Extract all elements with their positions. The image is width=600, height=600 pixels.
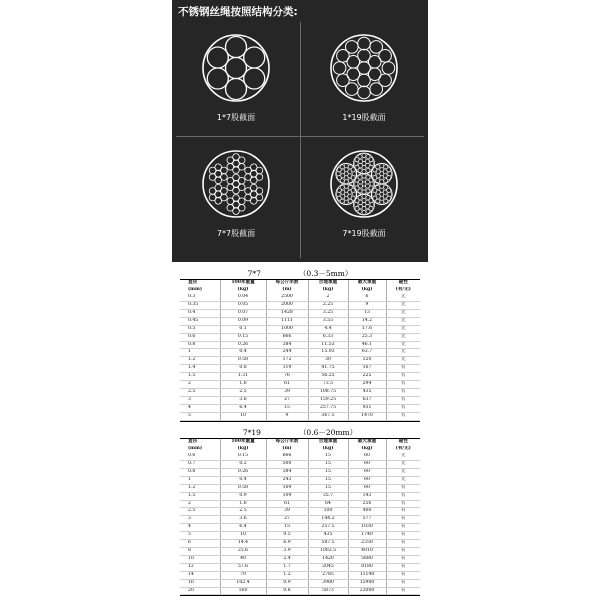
table-row <box>180 341 420 349</box>
header-rated-load: 合理承重 <box>308 439 348 446</box>
table-title <box>180 427 420 438</box>
table-header-row <box>180 439 420 446</box>
cell-max-load: 2350 <box>348 540 386 548</box>
table-row <box>180 508 420 516</box>
cell-weight-100m: 25.6 <box>220 547 266 555</box>
table-row <box>180 532 420 540</box>
cell-max-load: 1030 <box>348 524 386 532</box>
cell-diameter: 0.3 <box>180 294 220 301</box>
cell-weight-100m: 0.07 <box>220 309 266 317</box>
cell-rated-load: 3980 <box>308 579 348 587</box>
cell-magnetic: 无 <box>386 302 420 310</box>
cell-diameter: 3 <box>180 516 220 524</box>
cell-rated-load: 4.4 <box>308 325 348 333</box>
cell-max-load: 256 <box>348 500 386 508</box>
cell-rated-load: 367.5 <box>308 412 348 420</box>
cell-meters-per-kg: 3.9 <box>266 547 308 555</box>
cell-magnetic: 无 <box>386 333 420 341</box>
cell-diameter: 0.4 <box>180 309 220 317</box>
cell-rated-load: 35.7 <box>308 492 348 500</box>
table-row <box>180 516 420 524</box>
cell-diameter: 1.5 <box>180 373 220 381</box>
cell-max-load: 1470 <box>348 412 386 420</box>
header-magnetic: 磁性 <box>386 439 420 446</box>
cell-rated-load: 1420 <box>308 555 348 563</box>
cell-rated-load: 15 <box>308 461 348 469</box>
cell-meters-per-kg: 0.6 <box>266 587 308 595</box>
cell-meters-per-kg: 1.2 <box>266 571 308 579</box>
table-row <box>180 579 420 587</box>
grid-divider-horizontal <box>176 136 424 137</box>
table-row <box>180 325 420 333</box>
table-title-range: （0.3－5mm） <box>298 269 353 278</box>
unit-magnetic: (有/无) <box>386 287 420 294</box>
spec-table-7x19 <box>180 427 420 596</box>
table-row <box>180 476 420 484</box>
cell-max-load: 63.7 <box>348 349 386 357</box>
cell-weight-100m: 6.4 <box>220 404 266 412</box>
table-row <box>180 302 420 310</box>
unit-weight: (kg) <box>220 446 266 453</box>
table-row <box>180 547 420 555</box>
cell-rated-load: 3.25 <box>308 309 348 317</box>
table-row <box>180 349 420 357</box>
table-header-row <box>180 280 420 287</box>
unit-max-load: (kg) <box>348 446 386 453</box>
cell-meters-per-kg: 500 <box>266 461 308 469</box>
cell-magnetic: 有 <box>386 587 420 595</box>
cell-meters-per-kg: 1111 <box>266 317 308 325</box>
cell-magnetic: 无 <box>386 453 420 460</box>
cell-meters-per-kg: 27 <box>266 516 308 524</box>
cell-meters-per-kg: 61 <box>266 500 308 508</box>
cell-rated-load: 64 <box>308 500 348 508</box>
cell-weight-100m: 1.6 <box>220 381 266 389</box>
table-row <box>180 388 420 396</box>
cell-meters-per-kg: 666 <box>266 453 308 460</box>
cell-max-load: 435 <box>348 388 386 396</box>
cell-max-load: 120 <box>348 357 386 365</box>
table-row <box>180 468 420 476</box>
cell-rated-load: 257.75 <box>308 404 348 412</box>
cell-max-load: 225 <box>348 373 386 381</box>
cell-magnetic: 有 <box>386 563 420 571</box>
cell-rated-load: 587.5 <box>308 540 348 548</box>
cell-max-load: 1740 <box>348 532 386 540</box>
cell-max-load: 931 <box>348 404 386 412</box>
table-row <box>180 294 420 301</box>
cell-rated-load: 257.5 <box>308 524 348 532</box>
cell-max-load: 13 <box>348 309 386 317</box>
cell-max-load: 46.1 <box>348 341 386 349</box>
cell-weight-100m: 3.6 <box>220 396 266 404</box>
cell-meters-per-kg: 15 <box>266 524 308 532</box>
cell-weight-100m: 0.4 <box>220 476 266 484</box>
cell-weight-100m: 40 <box>220 555 266 563</box>
table-row <box>180 587 420 595</box>
cell-weight-100m: 14.4 <box>220 540 266 548</box>
cell-max-load: 143 <box>348 492 386 500</box>
cell-weight-100m: 0.15 <box>220 333 266 341</box>
grid-divider-vertical <box>300 22 301 258</box>
cell-rated-load: 73.5 <box>308 381 348 389</box>
cell-diameter: 6 <box>180 540 220 548</box>
cell-meters-per-kg: 119 <box>266 365 308 373</box>
cell-rated-load: 108.75 <box>308 388 348 396</box>
cell-meters-per-kg: 384 <box>266 341 308 349</box>
cell-rated-load: 41.75 <box>308 365 348 373</box>
table-row <box>180 373 420 381</box>
cell-rated-load: 5873 <box>308 587 348 595</box>
cell-diameter: 2.5 <box>180 388 220 396</box>
table-row <box>180 412 420 420</box>
cell-weight-100m: 160 <box>220 587 266 595</box>
cell-max-load: 400 <box>348 508 386 516</box>
caption-7x7: 7*7股截面 <box>216 229 256 238</box>
cell-weight-100m: 102.4 <box>220 579 266 587</box>
cell-diameter: 8 <box>180 547 220 555</box>
cell-weight-100m: 79 <box>220 571 266 579</box>
cell-magnetic: 无 <box>386 461 420 469</box>
cell-max-load: 60 <box>348 468 386 476</box>
cell-max-load: 60 <box>348 461 386 469</box>
unit-rated-load: (kg) <box>308 287 348 294</box>
cell-magnetic: 无 <box>386 309 420 317</box>
cell-diameter: 4 <box>180 404 220 412</box>
cell-magnetic: 有 <box>386 532 420 540</box>
cell-max-load: 23000 <box>348 587 386 595</box>
cell-magnetic: 有 <box>386 388 420 396</box>
cell-rated-load: 15 <box>308 453 348 460</box>
cell-magnetic: 有 <box>386 571 420 579</box>
cell-magnetic: 无 <box>386 468 420 476</box>
spec-table-7x7 <box>180 268 420 421</box>
cell-meters-per-kg: 666 <box>266 333 308 341</box>
cell-max-load: 167 <box>348 365 386 373</box>
cell-diameter: 0.8 <box>180 468 220 476</box>
cell-meters-per-kg: 0.9 <box>266 579 308 587</box>
cell-magnetic: 无 <box>386 349 420 357</box>
cell-weight-100m: 0.8 <box>220 365 266 373</box>
table-title-structure: 7*19 <box>242 428 261 437</box>
cross-section-1x7 <box>200 32 272 104</box>
cell-magnetic: 有 <box>386 500 420 508</box>
cross-section-1x19 <box>328 32 400 104</box>
table-title <box>180 268 420 279</box>
table-row <box>180 540 420 548</box>
cell-weight-100m: 0.58 <box>220 357 266 365</box>
cell-magnetic: 无 <box>386 294 420 301</box>
cell-meters-per-kg: 76 <box>266 373 308 381</box>
cell-meters-per-kg: 61 <box>266 381 308 389</box>
cell-magnetic: 有 <box>386 547 420 555</box>
cell-max-load: 11140 <box>348 571 386 579</box>
cell-max-load: 4010 <box>348 547 386 555</box>
cell-weight-100m: 3.6 <box>220 516 266 524</box>
cell-weight-100m: 0.1 <box>220 325 266 333</box>
cell-magnetic: 无 <box>386 476 420 484</box>
unit-diameter: (mm) <box>188 287 203 293</box>
header-meters-per-kg: 每公斤米数 <box>266 280 308 287</box>
spec-table <box>180 280 420 420</box>
cell-rated-load: 15 <box>308 468 348 476</box>
cell-1x7 <box>176 24 296 136</box>
cell-max-load: 5680 <box>348 555 386 563</box>
table-bottom-rule <box>180 421 420 422</box>
cell-weight-100m: 10 <box>220 532 266 540</box>
cell-meters-per-kg: 109 <box>266 492 308 500</box>
table-bottom-rule <box>180 595 420 596</box>
caption-7x19: 7*19股截面 <box>342 229 386 238</box>
cell-weight-100m: 0.05 <box>220 302 266 310</box>
cell-diameter: 12 <box>180 563 220 571</box>
cell-magnetic: 有 <box>386 524 420 532</box>
cell-diameter: 1 <box>180 349 220 357</box>
cell-rated-load: 159.25 <box>308 396 348 404</box>
cell-max-load: 577 <box>348 516 386 524</box>
cell-rated-load: 6.33 <box>308 333 348 341</box>
cell-weight-100m: 1.6 <box>220 500 266 508</box>
cell-weight-100m: 0.9 <box>220 492 266 500</box>
cell-meters-per-kg: 1000 <box>266 325 308 333</box>
cell-max-load: 294 <box>348 381 386 389</box>
cell-magnetic: 无 <box>386 357 420 365</box>
cell-meters-per-kg: 39 <box>266 508 308 516</box>
table-row <box>180 309 420 317</box>
cell-magnetic: 有 <box>386 540 420 548</box>
cell-meters-per-kg: 39 <box>266 388 308 396</box>
cell-diameter: 1 <box>180 476 220 484</box>
cell-diameter: 14 <box>180 571 220 579</box>
cell-diameter: 1.5 <box>180 492 220 500</box>
cell-magnetic: 有 <box>386 492 420 500</box>
spec-table <box>180 439 420 595</box>
table-body <box>180 439 420 595</box>
cell-diameter: 4 <box>180 524 220 532</box>
cell-max-load: 14.2 <box>348 317 386 325</box>
cell-diameter: 16 <box>180 579 220 587</box>
cell-weight-100m: 0.26 <box>220 468 266 476</box>
cell-diameter: 0.8 <box>180 341 220 349</box>
cell-diameter: 10 <box>180 555 220 563</box>
unit-magnetic: (有/无) <box>386 446 420 453</box>
cell-meters-per-kg: 6.9 <box>266 540 308 548</box>
cell-diameter: 0.6 <box>180 453 220 460</box>
table-row <box>180 396 420 404</box>
unit-weight: (kg) <box>220 287 266 294</box>
table-units-row <box>180 446 420 453</box>
cell-diameter: 0.6 <box>180 333 220 341</box>
cell-rated-load: 144.2 <box>308 516 348 524</box>
cell-max-load: 8180 <box>348 563 386 571</box>
cell-rated-load: 2785 <box>308 571 348 579</box>
structure-panel <box>172 0 428 262</box>
table-row <box>180 381 420 389</box>
cell-max-load: 9 <box>348 302 386 310</box>
table-row <box>180 524 420 532</box>
cell-diameter: 1.2 <box>180 484 220 492</box>
cell-rated-load: 3.55 <box>308 317 348 325</box>
table-row <box>180 404 420 412</box>
cell-magnetic: 有 <box>386 365 420 373</box>
header-meters-per-kg: 每公斤米数 <box>266 439 308 446</box>
header-rated-load: 合理承重 <box>308 280 348 287</box>
cell-weight-100m: 0.15 <box>220 453 266 460</box>
cell-rated-load: 100 <box>308 508 348 516</box>
cell-diameter: 3 <box>180 396 220 404</box>
table-row <box>180 484 420 492</box>
unit-meters: (m) <box>266 287 308 294</box>
header-weight-100m: 100米重量 <box>220 280 266 287</box>
cell-magnetic: 有 <box>386 579 420 587</box>
cell-max-load: 17.6 <box>348 325 386 333</box>
cell-max-load: 15900 <box>348 579 386 587</box>
table-units-row <box>180 287 420 294</box>
cell-magnetic: 无 <box>386 341 420 349</box>
table-title-structure: 7*7 <box>247 269 261 278</box>
cell-diameter: 2 <box>180 500 220 508</box>
cell-magnetic: 有 <box>386 412 420 420</box>
cell-magnetic: 有 <box>386 396 420 404</box>
table-body <box>180 280 420 420</box>
table-row <box>180 317 420 325</box>
cell-weight-100m: 10 <box>220 412 266 420</box>
header-max-load: 最大承重 <box>348 280 386 287</box>
cell-max-load: 60 <box>348 476 386 484</box>
table-row <box>180 500 420 508</box>
cell-meters-per-kg: 9 <box>266 412 308 420</box>
cell-magnetic: 有 <box>386 381 420 389</box>
cell-max-load: 6 <box>348 294 386 301</box>
caption-1x7: 1*7股截面 <box>216 113 256 122</box>
unit-diameter: (mm) <box>188 446 203 452</box>
cell-diameter: 5 <box>180 532 220 540</box>
cell-rated-load: 435 <box>308 532 348 540</box>
cell-rated-load: 15 <box>308 484 348 492</box>
cell-meters-per-kg: 1428 <box>266 309 308 317</box>
panel-title: 不锈钢丝绳按照结构分类: <box>178 6 298 18</box>
cell-meters-per-kg: 1.7 <box>266 563 308 571</box>
table-title-range: （0.6－20mm） <box>298 428 358 437</box>
cell-diameter: 2.5 <box>180 508 220 516</box>
table-row <box>180 453 420 460</box>
cell-meters-per-kg: 9.5 <box>266 532 308 540</box>
cell-rated-load: 2045 <box>308 563 348 571</box>
header-max-load: 最大承重 <box>348 439 386 446</box>
cell-weight-100m: 0.2 <box>220 461 266 469</box>
cell-rated-load: 15 <box>308 476 348 484</box>
cell-magnetic: 有 <box>386 404 420 412</box>
header-weight-100m: 100米重量 <box>220 439 266 446</box>
caption-1x19: 1*19股截面 <box>342 113 386 122</box>
cell-magnetic: 有 <box>386 484 420 492</box>
cell-rated-load: 15.93 <box>308 349 348 357</box>
header-diameter: 直径 <box>188 280 198 286</box>
cell-max-load: 25.3 <box>348 333 386 341</box>
cell-max-load: 60 <box>348 453 386 460</box>
cell-meters-per-kg: 172 <box>266 357 308 365</box>
cell-weight-100m: 57.6 <box>220 563 266 571</box>
cell-rated-load: 30 <box>308 357 348 365</box>
cell-weight-100m: 0.04 <box>220 294 266 301</box>
cell-meters-per-kg: 244 <box>266 349 308 357</box>
cell-meters-per-kg: 2000 <box>266 302 308 310</box>
cell-magnetic: 有 <box>386 555 420 563</box>
cell-7x19 <box>304 140 424 252</box>
cell-rated-load: 2.25 <box>308 302 348 310</box>
cell-weight-100m: 2.5 <box>220 508 266 516</box>
header-magnetic: 磁性 <box>386 280 420 287</box>
table-row <box>180 492 420 500</box>
cell-weight-100m: 0.09 <box>220 317 266 325</box>
cell-1x19 <box>304 24 424 136</box>
cell-rated-load: 56.25 <box>308 373 348 381</box>
cross-section-7x19 <box>328 148 400 220</box>
cell-diameter: 0.5 <box>180 325 220 333</box>
cell-magnetic: 有 <box>386 508 420 516</box>
cell-meters-per-kg: 27 <box>266 396 308 404</box>
cell-meters-per-kg: 243 <box>266 476 308 484</box>
table-row <box>180 365 420 373</box>
cell-diameter: 0.35 <box>180 302 220 310</box>
unit-meters: (m) <box>266 446 308 453</box>
cell-diameter: 5 <box>180 412 220 420</box>
cross-section-7x7 <box>200 148 272 220</box>
table-row <box>180 571 420 579</box>
cell-diameter: 0.45 <box>180 317 220 325</box>
cell-diameter: 1.2 <box>180 357 220 365</box>
cell-diameter: 20 <box>180 587 220 595</box>
table-row <box>180 357 420 365</box>
table-row <box>180 555 420 563</box>
cell-weight-100m: 6.4 <box>220 524 266 532</box>
cell-weight-100m: 0.58 <box>220 484 266 492</box>
cell-7x7 <box>176 140 296 252</box>
cell-meters-per-kg: 384 <box>266 468 308 476</box>
table-row <box>180 461 420 469</box>
unit-rated-load: (kg) <box>308 446 348 453</box>
cell-meters-per-kg: 15 <box>266 404 308 412</box>
cell-meters-per-kg: 169 <box>266 484 308 492</box>
table-row <box>180 563 420 571</box>
cell-weight-100m: 0.4 <box>220 349 266 357</box>
unit-max-load: (kg) <box>348 287 386 294</box>
cell-rated-load: 11.53 <box>308 341 348 349</box>
cell-diameter: 2 <box>180 381 220 389</box>
cell-meters-per-kg: 2.4 <box>266 555 308 563</box>
cell-diameter: 0.7 <box>180 461 220 469</box>
table-row <box>180 333 420 341</box>
cell-weight-100m: 0.26 <box>220 341 266 349</box>
cell-magnetic: 有 <box>386 516 420 524</box>
cell-weight-100m: 1.31 <box>220 373 266 381</box>
cell-meters-per-kg: 2500 <box>266 294 308 301</box>
header-diameter: 直径 <box>188 439 198 445</box>
cell-magnetic: 有 <box>386 373 420 381</box>
cell-diameter: 1.4 <box>180 365 220 373</box>
cell-rated-load: 2 <box>308 294 348 301</box>
cell-magnetic: 无 <box>386 317 420 325</box>
cell-max-load: 60 <box>348 484 386 492</box>
cell-weight-100m: 2.5 <box>220 388 266 396</box>
cell-rated-load: 1002.5 <box>308 547 348 555</box>
cell-max-load: 637 <box>348 396 386 404</box>
cell-magnetic: 无 <box>386 325 420 333</box>
